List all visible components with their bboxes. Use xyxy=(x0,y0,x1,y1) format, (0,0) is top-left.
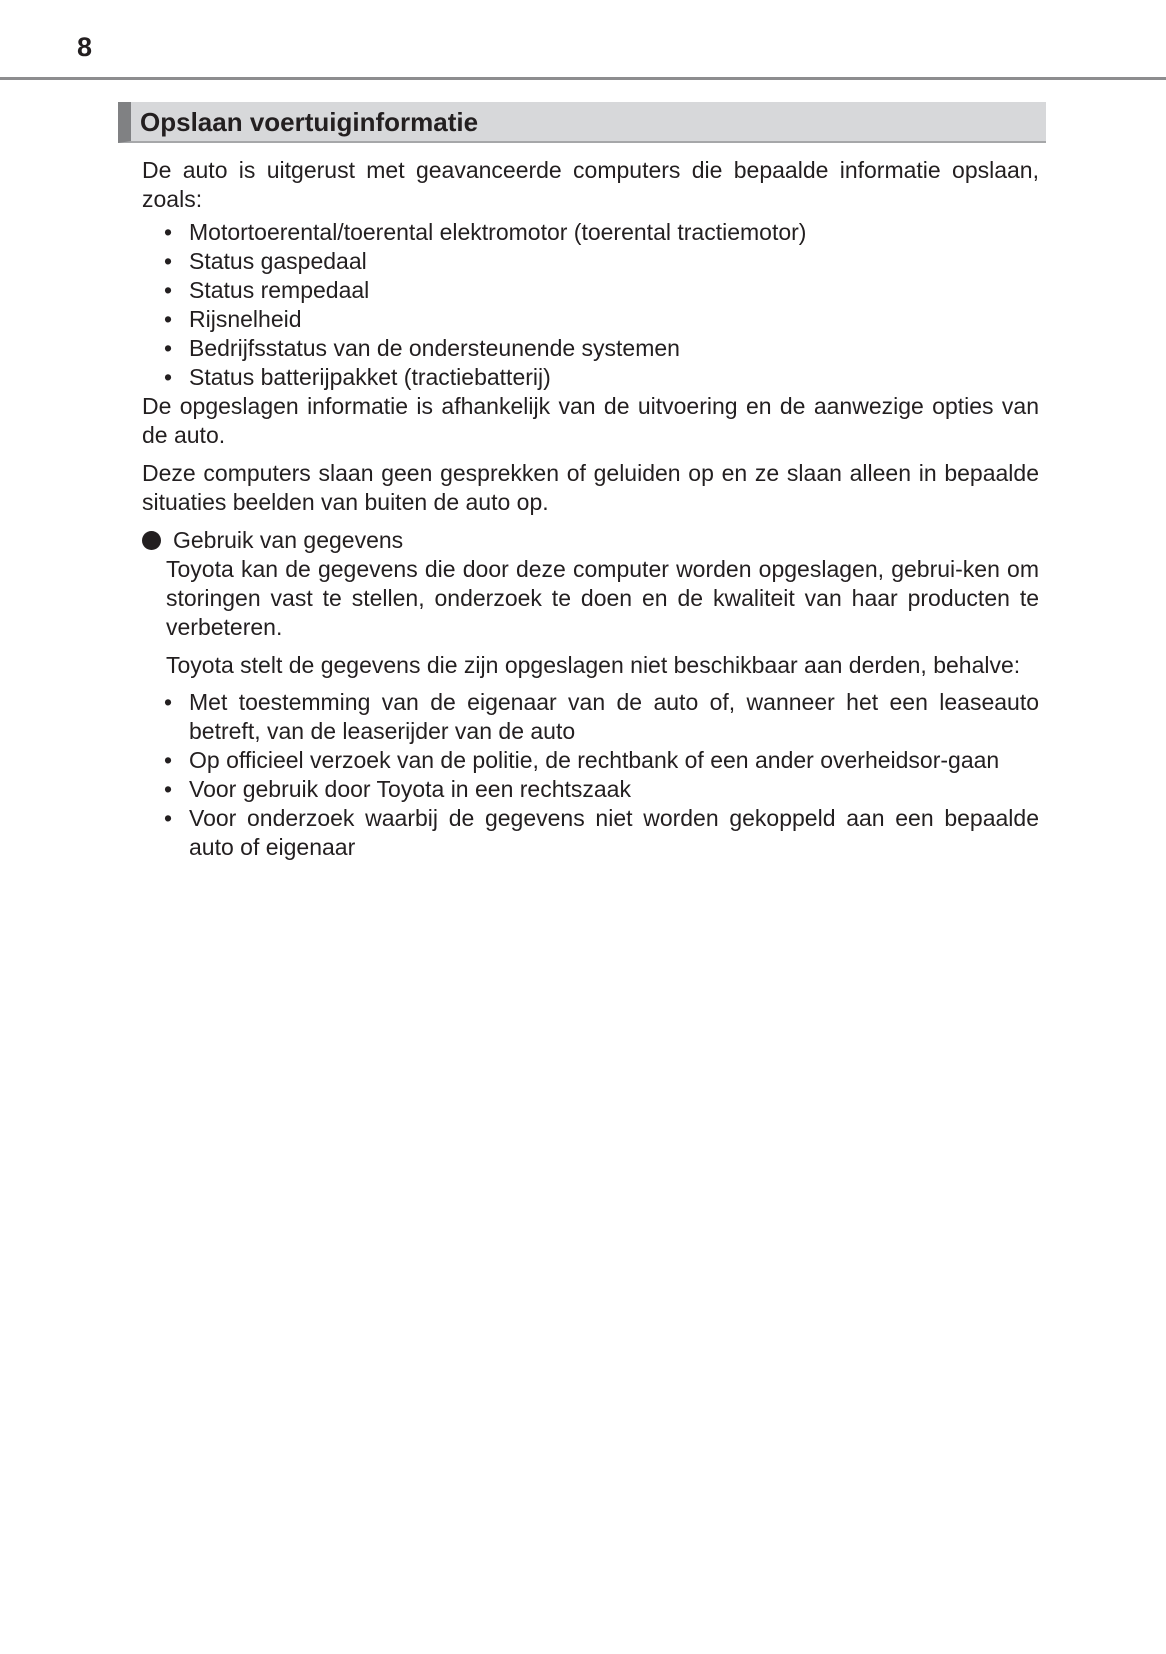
bullet-icon: • xyxy=(164,277,173,303)
bullet-icon: • xyxy=(164,805,173,831)
list-item: • Met toestemming van de eigenaar van de auto of, wanneer het een leaseauto betreft, van de leaserijder van de auto xyxy=(164,689,1039,744)
usage-heading-label: Gebruik van gegevens xyxy=(173,527,404,553)
bullet-icon: • xyxy=(164,306,173,332)
bullet-icon: • xyxy=(164,364,173,390)
list-item: • Status batterijpakket (tractiebatterij) xyxy=(164,364,551,390)
intro-paragraph: De auto is uitgerust met geavanceerde computers die bepaalde informatie opslaan, zoals: xyxy=(142,157,1039,212)
bullet-icon: • xyxy=(164,747,173,773)
list-item: • Op officieel verzoek van de politie, de rechtbank of een ander overheidsor-gaan xyxy=(164,747,1000,773)
usage-paragraph: Toyota kan de gegevens die door deze computer worden opgeslagen, gebrui-ken om storingen vast te stellen, onderzoek te doen en de kwaliteit van haar producten te verbeteren. xyxy=(166,556,1039,640)
list-item: • Rijsnelheid xyxy=(164,306,302,332)
exceptions-list xyxy=(142,688,1039,862)
bullet-icon: • xyxy=(164,219,173,245)
usage-block xyxy=(142,555,1039,680)
usage-heading xyxy=(142,526,1039,555)
bullet-icon: • xyxy=(164,689,173,715)
header-divider xyxy=(0,77,1166,80)
page-number: 8 xyxy=(77,32,93,62)
list-item: • Voor onderzoek waarbij de gegevens niet worden gekoppeld aan een bepaalde auto of eigenaar xyxy=(164,805,1039,860)
bullet-icon: • xyxy=(164,335,173,361)
list-item: • Voor gebruik door Toyota in een rechtszaak xyxy=(164,776,631,802)
filled-circle-icon xyxy=(142,531,161,550)
list-item: • Status gaspedaal xyxy=(164,248,367,274)
section-title: Opslaan voertuiginformatie xyxy=(140,107,479,137)
list-item: • Motortoerental/toerental elektromotor (toerental tractiemotor) xyxy=(164,219,807,245)
list-item: • Bedrijfsstatus van de ondersteunende systemen xyxy=(164,335,680,361)
bullet-icon: • xyxy=(164,776,173,802)
bullet-icon: • xyxy=(164,248,173,274)
section-body xyxy=(142,156,1039,862)
third-party-paragraph: Toyota stelt de gegevens die zijn opgeslagen niet beschikbaar aan derden, behalve: xyxy=(166,652,1021,678)
options-paragraph: De opgeslagen informatie is afhankelijk van de uitvoering en de aanwezige opties van de auto. xyxy=(142,393,1039,448)
section-heading xyxy=(118,102,1046,143)
stored-items-list xyxy=(142,218,1039,392)
no-audio-paragraph: Deze computers slaan geen gesprekken of geluiden op en ze slaan alleen in bepaalde situaties beelden van buiten de auto op. xyxy=(142,460,1039,515)
list-item: • Status rempedaal xyxy=(164,277,370,303)
